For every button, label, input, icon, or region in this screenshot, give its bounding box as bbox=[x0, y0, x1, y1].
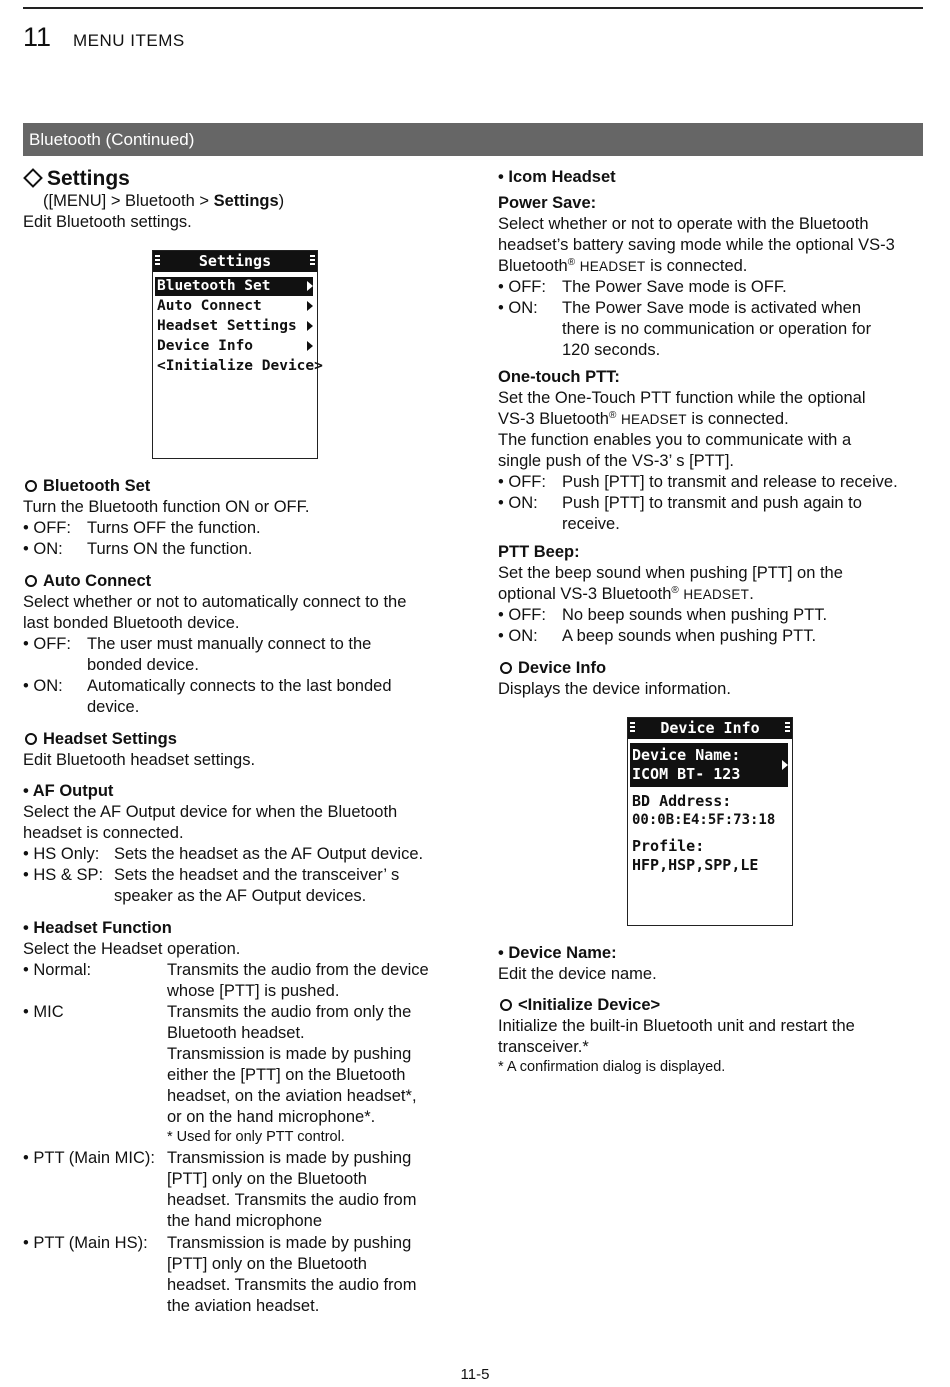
power-save-desc-2: headset’s battery saving mode while the optional VS-3 bbox=[498, 236, 895, 254]
screen-item-auto-connect: Auto Connect bbox=[155, 297, 313, 316]
circle-bullet-icon bbox=[25, 733, 37, 745]
screen-profile: Profile: HFP,HSP,SPP,LE bbox=[632, 837, 759, 874]
bluetooth-set-off: • OFF: Turns OFF the function. bbox=[23, 519, 261, 537]
ptt-beep-on: • ON: A beep sounds when pushing PTT. bbox=[498, 627, 817, 645]
settings-screen-titlebar: Settings bbox=[153, 251, 317, 272]
arrow-right-icon bbox=[307, 321, 313, 331]
one-touch-on: • ON: Push [PTT] to transmit and push again to receive. bbox=[498, 494, 862, 533]
auto-connect-desc-1: Select whether or not to automatically connect to the bbox=[23, 593, 407, 611]
ptt-beep-heading: PTT Beep: bbox=[498, 543, 580, 561]
icom-headset-section bbox=[498, 167, 928, 361]
settings-desc: Edit Bluetooth settings. bbox=[23, 213, 192, 231]
one-touch-ptt-heading: One-touch PTT: bbox=[498, 368, 620, 386]
auto-connect-off: • OFF: The user must manually connect to the bonded device. bbox=[23, 635, 372, 674]
device-name-desc: Edit the device name. bbox=[498, 965, 657, 983]
headset-function-section bbox=[23, 918, 463, 1318]
screen-item-device-info: Device Info bbox=[155, 337, 313, 356]
circle-bullet-icon bbox=[500, 662, 512, 674]
settings-screen bbox=[152, 250, 323, 459]
screen-item-bluetooth-set: Bluetooth Set bbox=[155, 277, 313, 296]
device-name-section bbox=[498, 943, 928, 985]
af-output-desc-1: Select the AF Output device for when the Bluetooth bbox=[23, 803, 398, 821]
headset-settings-heading: Headset Settings bbox=[23, 729, 463, 750]
power-save-desc-1: Select whether or not to operate with the Bluetooth bbox=[498, 215, 869, 233]
device-info-desc: Displays the device information. bbox=[498, 680, 731, 698]
hf-normal: • Normal: Transmits the audio from the device whose [PTT] is pushed. bbox=[23, 961, 429, 1000]
settings-heading: Settings bbox=[23, 167, 463, 191]
initialize-footnote: * A confirmation dialog is displayed. bbox=[498, 1059, 726, 1075]
screen-item-initialize-device: <Initialize Device> bbox=[157, 358, 323, 374]
icom-headset-heading: • Icom Headset bbox=[498, 168, 616, 186]
one-touch-desc-2: VS-3 Bluetooth® HEADSET is connected. bbox=[498, 410, 789, 428]
initialize-device-section bbox=[498, 995, 928, 1077]
screen-bd-address: BD Address: 00:0B:E4:5F:73:18 bbox=[632, 792, 776, 828]
device-info-heading: Device Info bbox=[498, 658, 928, 679]
af-output-heading: • AF Output bbox=[23, 782, 114, 800]
mic-footnote: * Used for only PTT control. bbox=[167, 1129, 345, 1145]
headset-function-desc: Select the Headset operation. bbox=[23, 940, 241, 958]
headset-settings-section bbox=[23, 729, 463, 771]
device-info-screen bbox=[627, 717, 793, 926]
power-save-on: • ON: The Power Save mode is activated when there is no communication or operation for 120 seconds. bbox=[498, 299, 872, 359]
one-touch-off: • OFF: Push [PTT] to transmit and release to receive. bbox=[498, 473, 898, 491]
initialize-desc-1: Initialize the built-in Bluetooth unit and restart the bbox=[498, 1017, 855, 1035]
device-info-section bbox=[498, 658, 928, 700]
arrow-right-icon bbox=[307, 281, 313, 291]
page-footer-number: 11-5 bbox=[460, 1366, 490, 1383]
headset-settings-desc: Edit Bluetooth headset settings. bbox=[23, 751, 256, 769]
arrow-right-icon bbox=[307, 301, 313, 311]
device-name-heading: • Device Name: bbox=[498, 944, 617, 962]
ptt-beep-off: • OFF: No beep sounds when pushing PTT. bbox=[498, 606, 828, 624]
hf-ptt-main-mic: • PTT (Main MIC): Transmission is made by pushing [PTT] only on the Bluetooth headset. Transmits the audio from the hand microphone bbox=[23, 1149, 417, 1230]
ptt-beep-section bbox=[498, 542, 928, 647]
auto-connect-desc-2: last bonded Bluetooth device. bbox=[23, 614, 240, 632]
one-touch-desc-4: single push of the VS-3’ s [PTT]. bbox=[498, 452, 734, 470]
bluetooth-set-heading: Bluetooth Set bbox=[23, 476, 463, 497]
auto-connect-section bbox=[23, 571, 463, 718]
circle-bullet-icon bbox=[25, 480, 37, 492]
bluetooth-set-desc: Turn the Bluetooth function ON or OFF. bbox=[23, 498, 310, 516]
af-hs-sp: • HS & SP: Sets the headset and the transceiver’ s speaker as the AF Output devices. bbox=[23, 866, 400, 905]
section-band-label: Bluetooth (Continued) bbox=[29, 130, 195, 149]
af-output-section bbox=[23, 781, 463, 907]
device-info-screen-titlebar: Device Info bbox=[628, 718, 792, 739]
ptt-beep-desc-2: optional VS-3 Bluetooth® HEADSET. bbox=[498, 585, 754, 603]
power-save-desc-3: Bluetooth® HEADSET is connected. bbox=[498, 257, 748, 275]
top-rule bbox=[23, 7, 923, 9]
af-hs-only: • HS Only: Sets the headset as the AF Output device. bbox=[23, 845, 424, 863]
bluetooth-set-section bbox=[23, 476, 463, 560]
one-touch-desc-3: The function enables you to communicate with a bbox=[498, 431, 852, 449]
circle-bullet-icon bbox=[25, 575, 37, 587]
screen-item-headset-settings: Headset Settings bbox=[155, 317, 313, 336]
settings-menu-path: ([MENU] > Bluetooth > Settings) bbox=[43, 192, 285, 210]
af-output-desc-2: headset is connected. bbox=[23, 824, 184, 842]
section-band bbox=[23, 123, 923, 156]
settings-section bbox=[23, 167, 463, 233]
one-touch-ptt-section bbox=[498, 367, 928, 535]
arrow-right-icon bbox=[307, 341, 313, 351]
power-save-off: • OFF: The Power Save mode is OFF. bbox=[498, 278, 787, 296]
circle-bullet-icon bbox=[500, 999, 512, 1011]
hf-mic: • MIC Transmits the audio from only the Bluetooth headset. Transmission is made by pushing either the [PTT] on the Bluetooth headset, on the aviation headset*, or on the hand microphone*. * Used for only PTT control. bbox=[23, 1003, 417, 1145]
auto-connect-heading: Auto Connect bbox=[23, 571, 463, 592]
hf-ptt-main-hs: • PTT (Main HS): Transmission is made by pushing [PTT] only on the Bluetooth headset. Transmits the audio from the aviation headset. bbox=[23, 1234, 417, 1315]
auto-connect-on: • ON: Automatically connects to the last bonded device. bbox=[23, 677, 392, 716]
ptt-beep-desc-1: Set the beep sound when pushing [PTT] on the bbox=[498, 564, 843, 582]
screen-device-name: Device Name: ICOM BT- 123 bbox=[630, 743, 788, 787]
diamond-icon bbox=[23, 169, 43, 189]
headset-function-heading: • Headset Function bbox=[23, 919, 172, 937]
chapter-title: MENU ITEMS bbox=[73, 31, 185, 50]
power-save-heading: Power Save: bbox=[498, 194, 597, 212]
initialize-device-heading: <Initialize Device> bbox=[498, 995, 928, 1016]
initialize-desc-2: transceiver.* bbox=[498, 1038, 589, 1056]
arrow-right-icon bbox=[782, 760, 788, 770]
bluetooth-set-on: • ON: Turns ON the function. bbox=[23, 540, 253, 558]
one-touch-desc-1: Set the One-Touch PTT function while the optional bbox=[498, 389, 866, 407]
chapter-number: 11 bbox=[23, 22, 52, 52]
